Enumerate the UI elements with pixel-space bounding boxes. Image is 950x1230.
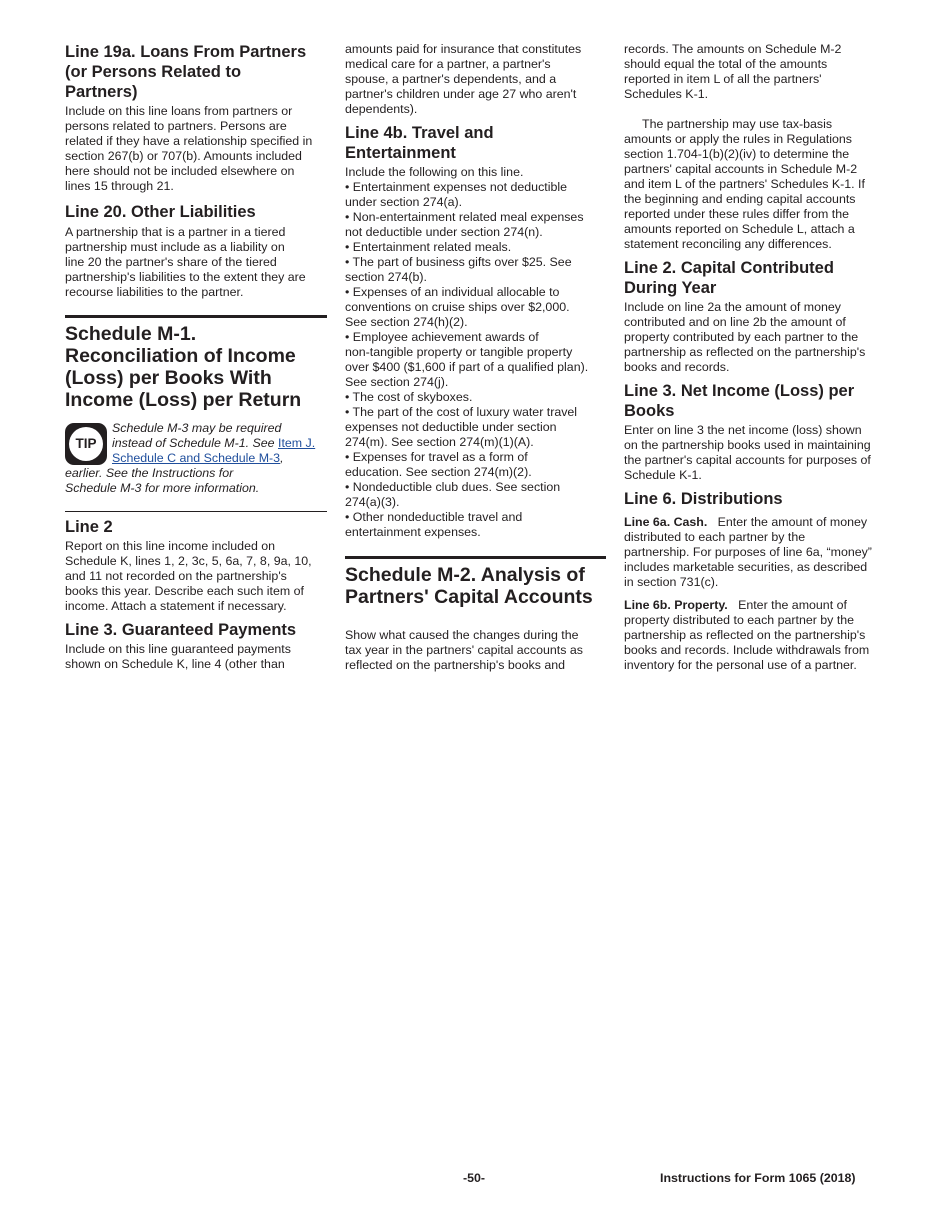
column-1 — [65, 42, 327, 672]
list-item: • Other nondeductible travel and entertainment expenses. — [345, 510, 523, 539]
line19a-body: Include on this line loans from partners or persons related to partners. Persons are related if they have a relationship specified in section 267(b) or 707(b). Amounts included here should not be included elsewhere on lines 15 through 21. — [65, 104, 313, 193]
net-income-body: Enter on line 3 the net income (loss) shown on the partnership books used in maintaining the partner's capital accounts for purposes of Schedule K-1. — [624, 423, 871, 482]
line20-heading: Line 20. Other Liabilities — [65, 203, 256, 221]
item-j-link[interactable]: Item J. — [278, 436, 316, 450]
list-item: • Employee achievement awards of non-tangible property or tangible property over $400 ($1,600 if part of a qualified plan). See section 274(j). — [345, 330, 589, 389]
line20-body: A partnership that is a partner in a tiered partnership must include as a liability on line 20 the partner's share of the tiered partnership's liabilities to the extent they are recourse liabilities to the partner. — [65, 225, 306, 299]
column-2 — [345, 42, 609, 673]
line4b-bullet-list — [345, 180, 609, 540]
list-item: • Expenses of an individual allocable to conventions on cruise ships over $2,000. See section 274(h)(2). — [345, 285, 570, 329]
line3-body: Include on this line guaranteed payments shown on Schedule K, line 4 (other than — [65, 642, 291, 671]
tip-text: Schedule M-3 may be required instead of Schedule M-1. See Item J. Schedule C and Schedule M-3, earlier. See the Instructions for Schedule M-3 for more information. — [65, 421, 316, 495]
tip-icon: TIP — [65, 423, 107, 465]
line2-body: Report on this line income included on Schedule K, lines 1, 2, 3c, 5, 6a, 7, 8, 9a, 10, and 11 not recorded on the partnership's books this year. Describe each such item of income. Attach a statement if necessary. — [65, 539, 312, 613]
line19a-heading: Line 19a. Loans From Partners (or Persons Related to Partners) — [65, 43, 307, 101]
list-item: • The part of business gifts over $25. See section 274(b). — [345, 255, 572, 284]
tax-basis-paragraph: The partnership may use tax-basis amounts or apply the rules in Regulations section 1.704-1(b)(2)(iv) to determine the partners' capital accounts in Schedule M-2 and item L of the partners' Schedules K-1. If the beginning and ending capital accounts reported under these rules differ from the amounts reported on Schedule L, attach a statement reconciling any differences. — [624, 117, 865, 251]
col3-continued-text: records. The amounts on Schedule M-2 should equal the total of the amounts reported in item L of all the partners' Schedules K-1. — [624, 42, 842, 101]
line6a-paragraph: Line 6a. Cash. Enter the amount of money distributed to each partner by the partnership. For purposes of line 6a, “money” includes marketable securities, as described in section 731(c). — [624, 515, 872, 589]
list-item: • The part of the cost of luxury water travel expenses not deductible under section 274(m). See section 274(m)(1)(A). — [345, 405, 578, 449]
list-item: • Non-entertainment related meal expenses not deductible under section 274(n). — [345, 210, 584, 239]
line3-heading: Line 3. Guaranteed Payments — [65, 621, 297, 639]
list-item: • Expenses for travel as a form of education. See section 274(m)(2). — [345, 450, 532, 479]
col2-continued-text: amounts paid for insurance that constitutes medical care for a partner, a partner's spouse, a partner's dependents, and a partner's children under age 27 who aren't dependents). — [345, 42, 582, 116]
line6b-paragraph: Line 6b. Property. Enter the amount of property distributed to each partner by the partnership as reflected on the partnership's books and records. Include withdrawals from inventory for the personal use of a partner. — [624, 598, 870, 672]
line6a-label: Line 6a. Cash. — [624, 515, 708, 529]
list-item: • Entertainment related meals. — [345, 240, 512, 254]
distributions-heading: Line 6. Distributions — [624, 490, 783, 508]
list-item: • The cost of skyboxes. — [345, 390, 473, 404]
schedule-c-m3-link[interactable]: Schedule C and Schedule M-3 — [112, 451, 281, 465]
capital-contributed-heading: Line 2. Capital Contributed During Year — [624, 259, 834, 297]
tip-box — [65, 421, 327, 496]
tip-divider — [65, 511, 327, 512]
line6b-label: Line 6b. Property. — [624, 598, 728, 612]
schedule-m2-heading: Schedule M-2. Analysis of Partners' Capital Accounts — [345, 564, 593, 608]
section-divider — [65, 315, 327, 318]
page-number: -50- — [463, 1171, 486, 1185]
m2-body: Show what caused the changes during the tax year in the partners' capital accounts as reflected on the partnership's books and — [345, 628, 583, 672]
section-divider — [345, 556, 606, 559]
capital-contributed-body: Include on line 2a the amount of money contributed and on line 2b the amount of property contributed by each partner to the partnership as reflected on the partnership's books and records. — [624, 300, 866, 374]
line4b-intro: Include the following on this line. — [345, 165, 524, 179]
column-3 — [624, 42, 886, 673]
footer-title: Instructions for Form 1065 (2018) — [660, 1171, 856, 1185]
list-item: • Entertainment expenses not deductible under section 274(a). — [345, 180, 568, 209]
net-income-heading: Line 3. Net Income (Loss) per Books — [624, 382, 855, 420]
list-item: • Nondeductible club dues. See section 274(a)(3). — [345, 480, 561, 509]
line4b-heading: Line 4b. Travel and Entertainment — [345, 124, 494, 162]
line2-heading: Line 2 — [65, 518, 113, 536]
schedule-m1-heading: Schedule M-1. Reconciliation of Income (Loss) per Books With Income (Loss) per Return — [65, 323, 302, 411]
